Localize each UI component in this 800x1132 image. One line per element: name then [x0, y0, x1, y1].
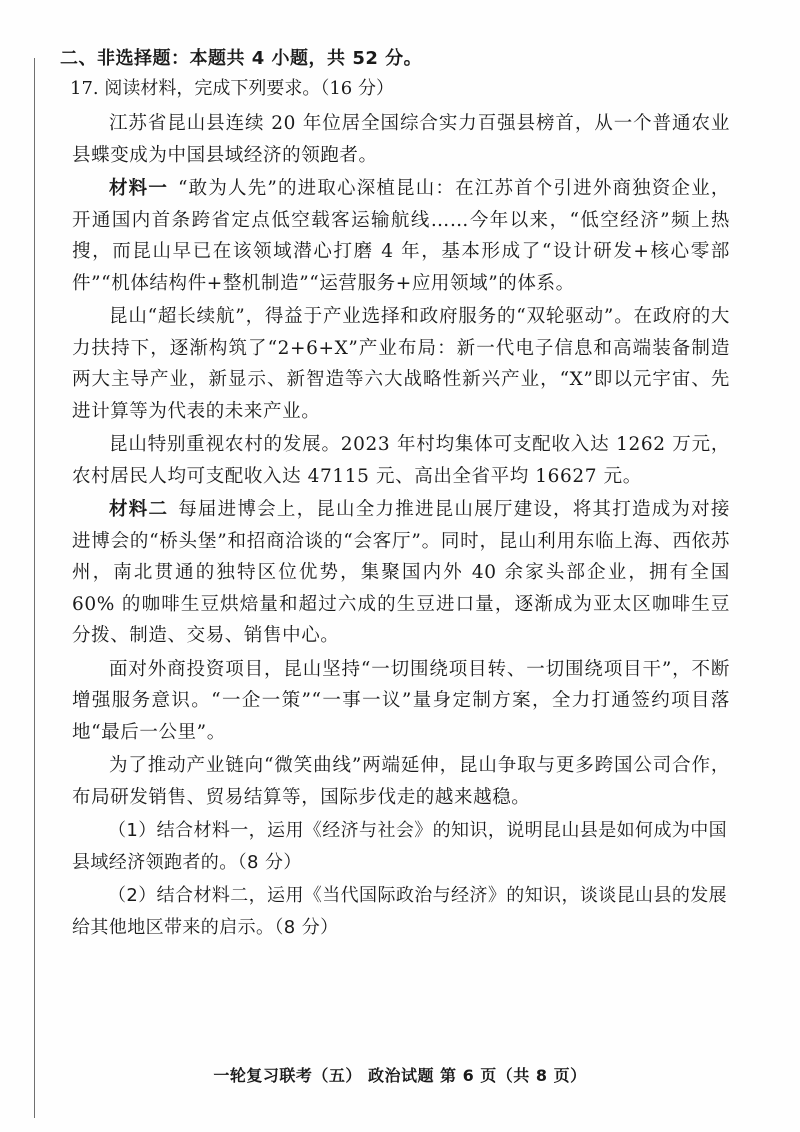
page-footer: 一轮复习联考（五） 政治试题 第 6 页（共 8 页）: [213, 1066, 587, 1085]
material2-paragraph-2: 面对外商投资项目，昆山坚持“一切围绕项目转、一切围绕项目干”，不断增强服务意识。“一企一策”“一事一议”量身定制方案，全力打通签约项目落地“最后一公里”。: [72, 658, 730, 743]
material2-paragraph-3: 为了推动产业链向“微笑曲线”两端延伸，昆山争取与更多跨国公司合作，布局研发销售、贸易结算等，国际步伐走的越来越稳。: [72, 755, 730, 808]
material1-paragraph-2: 昆山“超长续航”，得益于产业选择和政府服务的“双轮驱动”。在政府的大力扶持下，逐渐构筑了“2+6+X”产业布局：新一代电子信息和高端装备制造两大主导产业，新显示、新智造等六大战略性新兴产业，“X”即以元宇宙、先进计算等为代表的未来产业。: [72, 306, 730, 422]
material1-label: 材料一: [109, 178, 169, 199]
material2-label: 材料二: [109, 499, 169, 520]
question-title: 17. 阅读材料，完成下列要求。（16 分）: [70, 78, 394, 99]
material1-paragraph-1: [60, 173, 730, 299]
material1-text-1: “敢为人先”的进取心深植昆山：在江苏首个引进外商独资企业，开通国内首条跨省定点低空载客运输航线……今年以来，“低空经济”频上热搜，而昆山早已在该领域潜心打磨 4 年，基本形成了“设计研发+核心零部件”“机体结构件+整机制造”“运营服务+应用领域”的体系。: [72, 178, 730, 294]
page-content: [60, 44, 730, 945]
material2-text-1: 每届进博会上，昆山全力推进昆山展厅建设，将其打造成为对接进博会的“桥头堡”和招商洽谈的“会客厅”。同时，昆山利用东临上海、西依苏州，南北贯通的独特区位优势，集聚国内外 40 余家头部企业，拥有全国 60% 的咖啡生豆烘焙量和超过六成的生豆进口量，逐渐成为亚太区咖啡生豆分拨、制造、交易、销售中心。: [72, 499, 730, 646]
sub-question-1: （1）结合材料一，运用《经济与社会》的知识，说明昆山县是如何成为中国县域经济领跑者的。（8 分）: [72, 820, 728, 873]
section-heading: 二、非选择题：本题共 4 小题，共 52 分。: [60, 48, 423, 69]
material2-paragraph-1: [60, 494, 730, 652]
sub-question-2: （2）结合材料二，运用《当代国际政治与经济》的知识，谈谈昆山县的发展给其他地区带来的启示。（8 分）: [72, 885, 728, 938]
intro-paragraph: 江苏省昆山县连续 20 年位居全国综合实力百强县榜首，从一个普通农业县蝶变成为中国县域经济的领跑者。: [72, 113, 730, 166]
margin-rule: [34, 58, 35, 1118]
material1-paragraph-3: 昆山特别重视农村的发展。2023 年村均集体可支配收入达 1262 万元，农村居民人均可支配收入达 47115 元、高出全省平均 16627 元。: [72, 434, 730, 487]
